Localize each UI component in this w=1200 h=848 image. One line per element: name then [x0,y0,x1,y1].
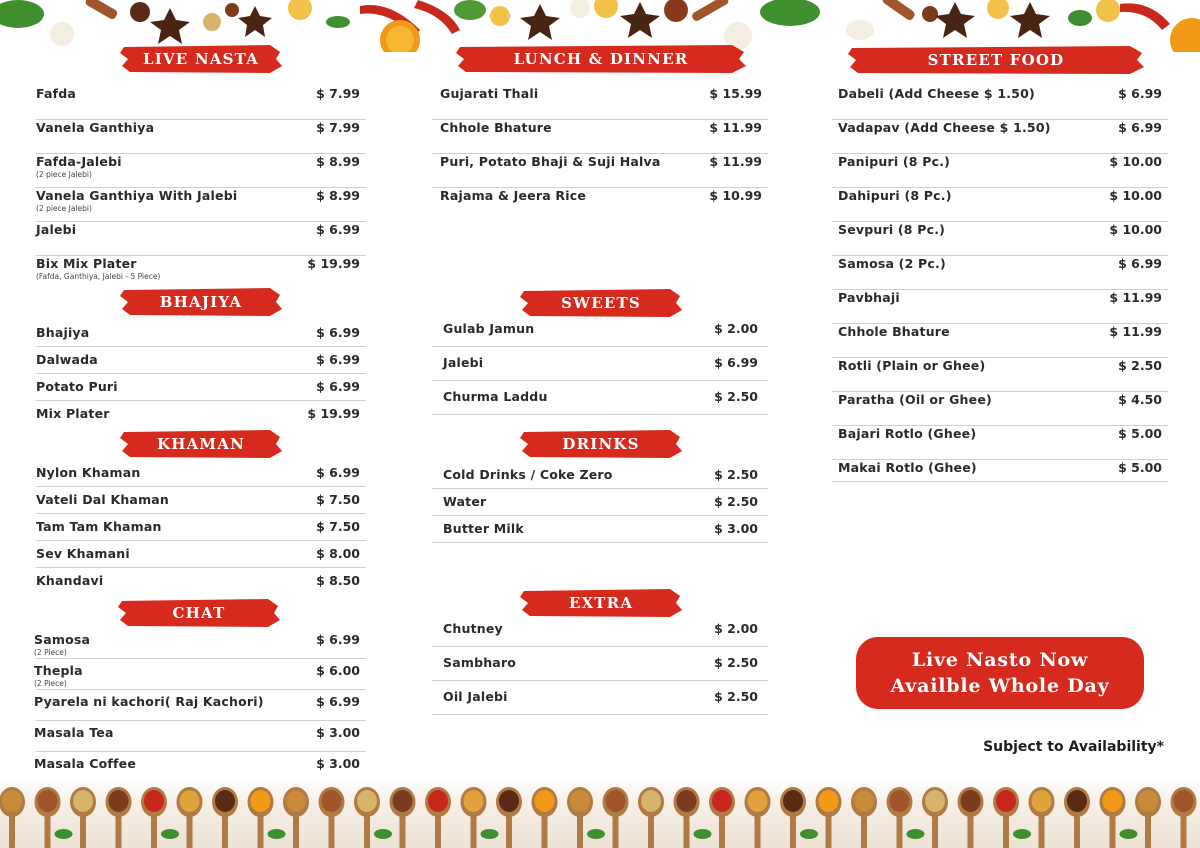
item-note: (Fafda, Ganthiya, Jalebi - 5 Piece) [36,272,161,281]
menu-item-row [832,188,1168,222]
availability-note: Subject to Availability* [983,739,1164,755]
item-name: Puri, Potato Bhaji & Suji Halva [440,154,661,169]
menu-item-row [432,389,768,415]
menu-item-row [36,546,366,568]
menu-item-row [832,256,1168,290]
item-price: $ 8.99 [316,188,360,203]
item-name: Vanela Ganthiya With Jalebi [36,188,238,203]
menu-item-row [36,756,366,778]
item-price: $ 6.99 [316,325,360,340]
item-name: Cold Drinks / Coke Zero [443,467,613,482]
menu-item-row [832,460,1168,482]
promo-line-2: Availble Whole Day [890,675,1110,697]
item-name: Chhole Bhature [440,120,552,135]
item-price: $ 10.00 [1109,188,1162,203]
item-price: $ 2.50 [1118,358,1162,373]
section-banner-bhajiya [120,287,282,317]
item-price: $ 4.50 [1118,392,1162,407]
menu-item-row [36,694,366,721]
section-title: CHAT [172,604,226,622]
item-name: Panipuri (8 Pc.) [838,154,951,169]
item-name: Nylon Khaman [36,465,141,480]
item-name: Paratha (Oil or Ghee) [838,392,992,407]
section-banner-lunch-dinner [456,44,746,74]
item-price: $ 2.50 [714,467,758,482]
item-price: $ 7.50 [316,519,360,534]
menu-item-row [432,188,768,222]
section-title: KHAMAN [156,435,245,453]
item-name: Rotli (Plain or Ghee) [838,358,986,373]
section-banner-live-nasta [120,44,282,74]
menu-item-row [832,86,1168,120]
menu-item-row [432,120,768,154]
menu-item-row [432,321,768,347]
section-title: SWEETS [561,294,641,312]
item-price: $ 2.50 [714,389,758,404]
item-price: $ 8.00 [316,546,360,561]
item-name: Gujarati Thali [440,86,539,101]
menu-item-row [36,406,366,428]
menu-item-row [36,573,366,595]
menu-item-row [832,290,1168,324]
item-name: Jalebi [36,222,77,237]
item-name: Fafda-Jalebi [36,154,122,169]
menu-item-row [36,154,366,188]
section-title: LUNCH & DINNER [513,50,689,68]
item-price: $ 2.50 [714,494,758,509]
item-note: (2 piece Jalebi) [36,170,92,179]
item-name: Mix Plater [36,406,110,421]
section-title: BHAJIYA [159,293,243,311]
item-price: $ 6.99 [714,355,758,370]
section-title: STREET FOOD [927,51,1065,69]
item-name: Pavbhaji [838,290,900,305]
spice-spoons-border-bottom-icon [0,776,1200,848]
item-name: Rajama & Jeera Rice [440,188,586,203]
item-price: $ 11.99 [1109,324,1162,339]
menu-item-row [36,256,366,288]
item-price: $ 3.00 [316,756,360,771]
item-price: $ 8.99 [316,154,360,169]
section-banner-khaman [120,429,282,459]
menu-item-row [832,154,1168,188]
menu-item-row [36,222,366,256]
menu-item-row [36,632,366,659]
item-price: $ 10.99 [709,188,762,203]
item-price: $ 6.99 [1118,86,1162,101]
item-price: $ 6.99 [1118,120,1162,135]
item-name: Water [443,494,487,509]
menu-item-row [832,358,1168,392]
menu-item-row [432,355,768,381]
item-name: Jalebi [443,355,484,370]
item-price: $ 11.99 [709,154,762,169]
item-name: Dabeli (Add Cheese $ 1.50) [838,86,1035,101]
menu-item-row [432,521,768,543]
menu-item-row [432,467,768,489]
item-name: Thepla [34,663,83,678]
item-name: Pyarela ni kachori( Raj Kachori) [34,694,264,709]
item-name: Samosa (2 Pc.) [838,256,946,271]
item-price: $ 7.99 [316,86,360,101]
item-name: Bajari Rotlo (Ghee) [838,426,977,441]
item-name: Makai Rotlo (Ghee) [838,460,977,475]
item-price: $ 15.99 [709,86,762,101]
item-name: Gulab Jamun [443,321,535,336]
item-price: $ 6.00 [316,663,360,678]
menu-item-row [432,621,768,647]
menu-item-row [36,519,366,541]
item-price: $ 6.99 [316,632,360,647]
item-name: Bix Mix Plater [36,256,137,271]
item-price: $ 6.99 [1118,256,1162,271]
item-price: $ 6.99 [316,465,360,480]
item-name: Masala Coffee [34,756,137,771]
item-name: Potato Puri [36,379,118,394]
item-name: Vateli Dal Khaman [36,492,170,507]
item-price: $ 11.99 [1109,290,1162,305]
item-name: Masala Tea [34,725,114,740]
menu-item-row [36,352,366,374]
section-banner-sweets [520,288,682,318]
item-name: Vadapav (Add Cheese $ 1.50) [838,120,1051,135]
menu-item-row [36,188,366,222]
item-price: $ 6.99 [316,352,360,367]
item-price: $ 10.00 [1109,222,1162,237]
item-name: Bhajiya [36,325,90,340]
menu-item-row [36,120,366,154]
section-title: LIVE NASTA [142,50,260,68]
item-price: $ 19.99 [307,406,360,421]
item-name: Khandavi [36,573,104,588]
item-price: $ 19.99 [307,256,360,271]
item-price: $ 2.50 [714,689,758,704]
item-price: $ 6.99 [316,222,360,237]
menu-item-row [832,426,1168,460]
item-price: $ 5.00 [1118,426,1162,441]
item-name: Sev Khamani [36,546,130,561]
item-name: Vanela Ganthiya [36,120,155,135]
promo-badge [856,637,1144,709]
item-name: Sambharo [443,655,517,670]
item-note: (2 piece Jalebi) [36,204,92,213]
menu-item-row [432,655,768,681]
menu-item-row [432,86,768,120]
item-price: $ 10.00 [1109,154,1162,169]
item-price: $ 6.99 [316,379,360,394]
menu-item-row [432,494,768,516]
menu-item-row [832,120,1168,154]
item-name: Fafda [36,86,77,101]
section-banner-extra [520,588,682,618]
item-price: $ 2.00 [714,321,758,336]
menu-item-row [36,663,366,690]
section-banner-chat [118,598,280,628]
item-price: $ 2.00 [714,621,758,636]
menu-item-row [36,492,366,514]
item-note: (2 Piece) [34,648,67,657]
section-banner-drinks [520,429,682,459]
menu-item-row [432,689,768,715]
item-price: $ 7.50 [316,492,360,507]
item-name: Sevpuri (8 Pc.) [838,222,946,237]
section-title: DRINKS [562,435,640,453]
item-price: $ 7.99 [316,120,360,135]
item-price: $ 8.50 [316,573,360,588]
item-name: Butter Milk [443,521,524,536]
section-title: EXTRA [568,594,634,612]
item-price: $ 3.00 [714,521,758,536]
menu-item-row [36,379,366,401]
menu-item-row [36,465,366,487]
item-name: Churma Laddu [443,389,548,404]
promo-line-1: Live Nasto Now [911,649,1089,671]
item-name: Dalwada [36,352,98,367]
item-name: Dahipuri (8 Pc.) [838,188,952,203]
menu-item-row [832,222,1168,256]
section-banner-street-food [848,45,1144,75]
item-price: $ 11.99 [709,120,762,135]
item-note: (2 Piece) [34,679,67,688]
menu-item-row [832,324,1168,358]
menu-item-row [36,86,366,120]
item-price: $ 6.99 [316,694,360,709]
item-name: Chhole Bhature [838,324,950,339]
item-name: Tam Tam Khaman [36,519,162,534]
menu-item-row [36,725,366,752]
item-name: Chutney [443,621,503,636]
item-name: Oil Jalebi [443,689,508,704]
menu-item-row [36,325,366,347]
menu-item-row [832,392,1168,426]
menu-item-row [432,154,768,188]
item-price: $ 5.00 [1118,460,1162,475]
item-price: $ 2.50 [714,655,758,670]
item-name: Samosa [34,632,91,647]
item-price: $ 3.00 [316,725,360,740]
